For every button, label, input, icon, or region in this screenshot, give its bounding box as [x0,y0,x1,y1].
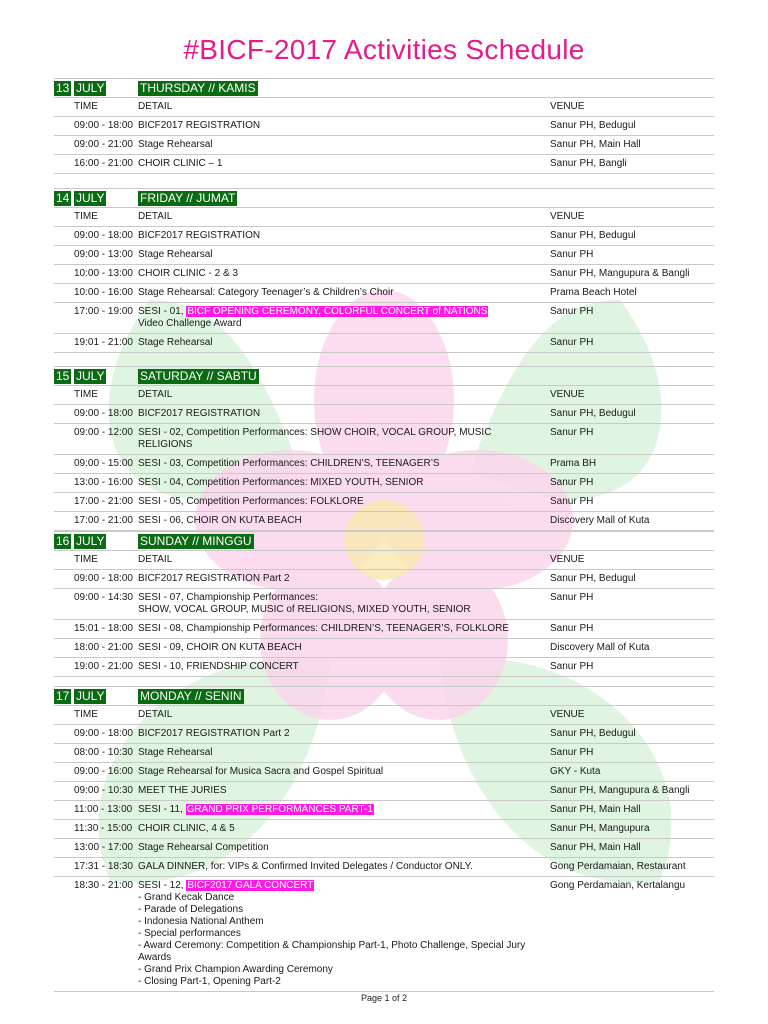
day-number: 15 [56,369,70,383]
row-detail [138,337,544,349]
row-detail [138,592,544,616]
row-detail-line: - Closing Part-1, Opening Part-2 [138,976,281,987]
row-detail [138,623,544,635]
row-detail-text: CHOIR CLINIC, 4 & 5 [138,823,235,834]
table-row [54,245,714,264]
day-header [54,686,714,705]
row-detail [138,861,544,873]
table-row [54,511,714,530]
row-detail-text: Stage Rehearsal [138,337,213,348]
table-row [54,423,714,454]
column-header-row [54,385,714,404]
row-venue: Sanur PH [550,496,594,507]
table-row [54,800,714,819]
page-title: #BICF-2017 Activities Schedule [183,34,585,65]
row-time: 18:30 - 21:00 [74,880,133,891]
venue-header: VENUE [550,554,585,565]
row-detail-line: Video Challenge Award [138,318,242,329]
row-detail [138,427,544,451]
row-time: 17:00 - 19:00 [74,306,133,317]
row-detail-text: Stage Rehearsal [138,139,213,150]
time-header: TIME [74,709,98,720]
table-row [54,781,714,800]
day-month: JULY [76,81,105,95]
day-header [54,531,714,550]
row-detail-text: Stage Rehearsal Competition [138,842,269,853]
day-section [54,686,714,992]
row-detail-text: SESI - 04, Competition Performances: MIXED YOUTH, SENIOR [138,477,424,488]
row-time: 09:00 - 10:30 [74,785,133,796]
day-divider [54,173,714,174]
detail-header: DETAIL [138,389,173,400]
row-time: 09:00 - 15:00 [74,458,133,469]
column-header-row [54,550,714,569]
day-name: MONDAY // SENIN [140,689,242,703]
time-header: TIME [74,211,98,222]
row-time: 15:01 - 18:00 [74,623,133,634]
detail-header: DETAIL [138,211,173,222]
row-detail-text: CHOIR CLINIC - 2 & 3 [138,268,239,279]
row-detail [138,408,544,420]
row-detail [138,120,544,132]
row-venue: Sanur PH, Mangupura & Bangli [550,268,690,279]
row-detail [138,880,544,988]
row-venue: Sanur PH, Main Hall [550,139,641,150]
row-time: 10:00 - 13:00 [74,268,133,279]
row-time: 09:00 - 18:00 [74,230,133,241]
column-header-row [54,705,714,724]
row-venue: Prama Beach Hotel [550,287,637,298]
table-row [54,619,714,638]
row-detail [138,287,544,299]
row-detail-text: Stage Rehearsal [138,249,213,260]
row-time: 09:00 - 13:00 [74,249,133,260]
day-section [54,531,714,677]
row-detail [138,306,544,330]
row-time: 16:00 - 21:00 [74,158,133,169]
table-row [54,588,714,619]
row-detail-text: SESI - 11, [138,804,183,815]
table-row [54,454,714,473]
row-venue: Sanur PH, Bedugul [550,408,636,419]
row-detail-text: BICF2017 REGISTRATION [138,408,261,419]
table-row [54,876,714,991]
table-row [54,333,714,352]
table-row [54,116,714,135]
table-row [54,404,714,423]
day-section [54,188,714,353]
table-row [54,724,714,743]
venue-header: VENUE [550,101,585,112]
table-row [54,473,714,492]
day-month: JULY [76,689,105,703]
row-time: 13:00 - 16:00 [74,477,133,488]
row-detail-line: - Grand Kecak Dance [138,892,235,903]
time-header: TIME [74,101,98,112]
row-detail-text: BICF2017 REGISTRATION Part 2 [138,573,290,584]
row-time: 19:00 - 21:00 [74,661,133,672]
day-divider [54,676,714,677]
day-name: THURSDAY // KAMIS [140,81,256,95]
row-venue: Sanur PH [550,623,594,634]
row-venue: Sanur PH, Bedugul [550,230,636,241]
day-section [54,366,714,531]
row-detail [138,804,544,816]
venue-header: VENUE [550,389,585,400]
row-venue: Sanur PH [550,747,594,758]
row-venue: Sanur PH [550,592,594,603]
row-detail [138,766,544,778]
row-time: 09:00 - 18:00 [74,573,133,584]
row-detail [138,496,544,508]
row-detail-text: SESI - 10, FRIENDSHIP CONCERT [138,661,299,672]
row-detail-text: SESI - 07, Championship Performances: [138,592,319,603]
detail-header: DETAIL [138,554,173,565]
table-row [54,838,714,857]
row-detail-line: - Special performances [138,928,241,939]
row-venue: Sanur PH [550,661,594,672]
row-venue: Sanur PH, Mangupura & Bangli [550,785,690,796]
day-number: 16 [56,534,70,548]
row-detail-text: SESI - 12, [138,880,184,891]
table-row [54,135,714,154]
day-header [54,188,714,207]
table-row [54,762,714,781]
day-number: 13 [56,81,70,95]
table-row [54,264,714,283]
row-venue: Sanur PH [550,427,594,438]
row-venue: Sanur PH, Mangupura [550,823,650,834]
row-venue: Discovery Mall of Kuta [550,515,650,526]
row-detail [138,230,544,242]
row-detail [138,268,544,280]
row-detail [138,573,544,585]
row-time: 11:00 - 13:00 [74,804,133,815]
row-detail [138,642,544,654]
row-venue: Sanur PH, Bangli [550,158,627,169]
row-detail [138,158,544,170]
row-time: 13:00 - 17:00 [74,842,133,853]
row-detail-text: SESI - 03, Competition Performances: CHILDREN’S, TEENAGER’S [138,458,440,469]
row-venue: Sanur PH [550,306,594,317]
table-row [54,226,714,245]
day-name: SATURDAY // SABTU [140,369,257,383]
table-row [54,569,714,588]
row-detail-text: SESI - 06, CHOIR ON KUTA BEACH [138,515,302,526]
row-venue: Gong Perdamaian, Restaurant [550,861,686,872]
day-name: FRIDAY // JUMAT [140,191,236,205]
row-detail-text: GALA DINNER, for: VIPs & Confirmed Invited Delegates / Conductor ONLY. [138,861,473,872]
row-venue: Prama BH [550,458,597,469]
row-detail-text: SESI - 01, [138,306,184,317]
row-detail [138,477,544,489]
detail-header: DETAIL [138,709,173,720]
time-header: TIME [74,554,98,565]
row-detail-line: - Parade of Delegations [138,904,244,915]
row-detail-text: Stage Rehearsal: Category Teenager’s & Children’s Choir [138,287,394,298]
row-detail [138,823,544,835]
table-row [54,283,714,302]
venue-header: VENUE [550,211,585,222]
row-detail-text: Stage Rehearsal [138,747,213,758]
row-highlight: BICF2017 GALA CONCERT [187,880,314,891]
row-time: 18:00 - 21:00 [74,642,133,653]
row-time: 17:31 - 18:30 [74,861,133,872]
day-number: 14 [56,191,70,205]
venue-header: VENUE [550,709,585,720]
row-venue: Sanur PH, Bedugul [550,728,636,739]
row-detail-line: - Grand Prix Champion Awarding Ceremony [138,964,333,975]
day-month: JULY [76,191,105,205]
row-venue: Sanur PH, Main Hall [550,804,641,815]
row-detail-text: BICF2017 REGISTRATION [138,120,261,131]
row-venue: Sanur PH, Main Hall [550,842,641,853]
row-detail-line: SHOW, VOCAL GROUP, MUSIC of RELIGIONS, MIXED YOUTH, SENIOR [138,604,471,615]
row-highlight: BICF OPENING CEREMONY, COLORFUL CONCERT of NATIONS [187,306,488,317]
row-time: 11:30 - 15:00 [74,823,133,834]
detail-header: DETAIL [138,101,173,112]
row-time: 09:00 - 21:00 [74,139,133,150]
row-detail [138,515,544,527]
row-detail-text: BICF2017 REGISTRATION Part 2 [138,728,290,739]
row-time: 19:01 - 21:00 [74,337,133,348]
day-number: 17 [56,689,70,703]
row-detail-text: SESI - 05, Competition Performances: FOLKLORE [138,496,364,507]
row-venue: Sanur PH, Bedugul [550,120,636,131]
row-detail-text: MEET THE JURIES [138,785,227,796]
page-footer: Page 1 of 2 [360,993,408,1003]
row-venue: Sanur PH [550,477,594,488]
row-time: 08:00 - 10:30 [74,747,133,758]
row-venue: Sanur PH, Bedugul [550,573,636,584]
table-row [54,492,714,511]
day-name: SUNDAY // MINGGU [140,534,252,548]
row-detail [138,458,544,470]
row-venue: Sanur PH [550,337,594,348]
row-detail-text: BICF2017 REGISTRATION [138,230,261,241]
row-venue: Discovery Mall of Kuta [550,642,650,653]
row-time: 09:00 - 12:00 [74,427,133,438]
table-row [54,857,714,876]
row-detail-text: SESI - 09, CHOIR ON KUTA BEACH [138,642,302,653]
row-detail [138,249,544,261]
table-row [54,154,714,173]
day-divider [54,352,714,353]
column-header-row [54,97,714,116]
table-row [54,638,714,657]
row-detail [138,728,544,740]
row-time: 17:00 - 21:00 [74,515,133,526]
row-time: 09:00 - 16:00 [74,766,133,777]
column-header-row [54,207,714,226]
row-time: 10:00 - 16:00 [74,287,133,298]
row-time: 09:00 - 18:00 [74,408,133,419]
row-time: 17:00 - 21:00 [74,496,133,507]
row-detail [138,139,544,151]
table-row [54,819,714,838]
row-detail-text: CHOIR CLINIC – 1 [138,158,223,169]
row-detail [138,661,544,673]
row-detail-text: SESI - 02, Competition Performances: SHOW CHOIR, VOCAL GROUP, MUSIC RELIGIONS [138,427,492,450]
time-header: TIME [74,389,98,400]
row-detail [138,785,544,797]
day-month: JULY [76,534,105,548]
row-time: 09:00 - 14:30 [74,592,133,603]
row-highlight: GRAND PRIX PERFORMANCES PART-1 [186,804,373,815]
row-time: 09:00 - 18:00 [74,728,133,739]
row-venue: Gong Perdamaian, Kertalangu [550,880,686,891]
row-time: 09:00 - 18:00 [74,120,133,131]
day-header [54,366,714,385]
row-detail [138,842,544,854]
row-venue: Sanur PH [550,249,594,260]
row-detail-line: - Indonesia National Anthem [138,916,264,927]
row-venue: GKY - Kuta [550,766,601,777]
row-detail-line: - Award Ceremony: Competition & Championship Part-1, Photo Challenge, Special Jury Awards [138,940,526,963]
row-detail-text: Stage Rehearsal for Musica Sacra and Gospel Spiritual [138,766,384,777]
table-row [54,657,714,676]
table-row [54,743,714,762]
day-header [54,78,714,97]
row-detail [138,747,544,759]
day-section [54,78,714,174]
day-divider [54,991,714,992]
table-row [54,302,714,333]
day-month: JULY [76,369,105,383]
row-detail-text: SESI - 08, Championship Performances: CHILDREN’S, TEENAGER’S, FOLKLORE [138,623,510,634]
